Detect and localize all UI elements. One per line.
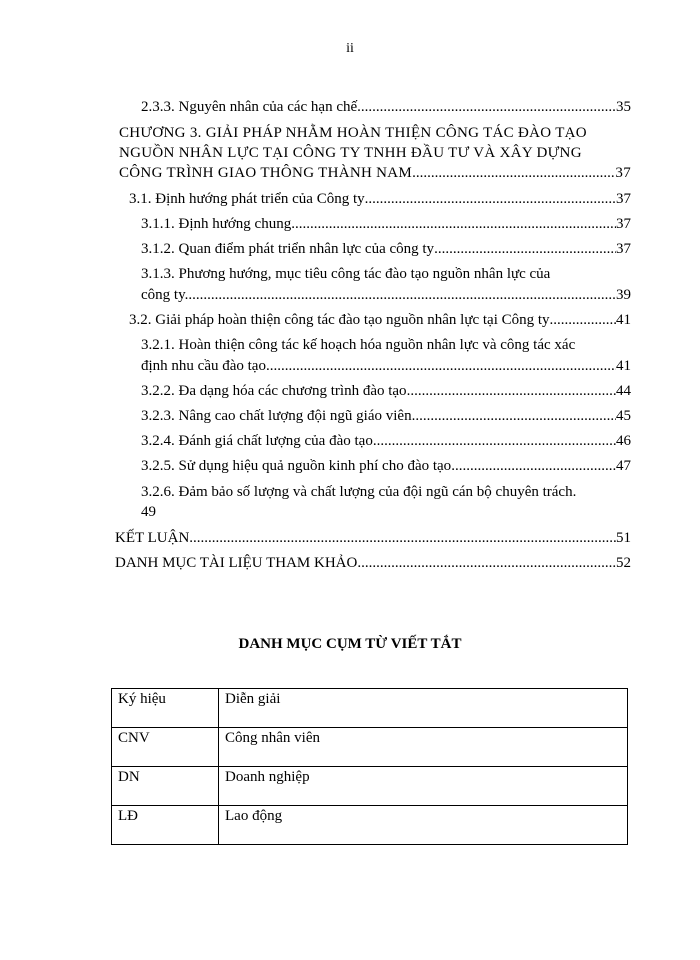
meaning-cell: Lao động: [219, 806, 628, 845]
table-header-row: [112, 689, 628, 728]
toc-entry-3-2-4[interactable]: 3.2.4. Đánh giá chất lượng của đào tạo ..... 46: [141, 431, 631, 451]
toc-chapter-3-line-3[interactable]: CÔNG TRÌNH GIAO THÔNG THÀNH NAM ..... 37: [119, 163, 631, 183]
page-number: ii: [346, 41, 354, 56]
toc-entry-3-2-6-page[interactable]: 49: [141, 504, 156, 520]
toc-entry-3-2-6-line-1[interactable]: 3.2.6. Đảm bảo số lượng và chất lượng của đội ngũ cán bộ chuyên trách.: [141, 484, 577, 500]
toc-chapter-3-line-1[interactable]: CHƯƠNG 3. GIẢI PHÁP NHẰM HOÀN THIỆN CÔNG TÁC ĐÀO TẠO: [119, 125, 587, 141]
table-row: [112, 806, 628, 845]
abbreviations-title: DANH MỤC CỤM TỪ VIẾT TẮT: [238, 636, 462, 652]
toc-entry-3-1-1[interactable]: 3.1.1. Định hướng chung ..... 37: [141, 214, 631, 234]
table-row: [112, 767, 628, 806]
toc-entry-3-1[interactable]: 3.1. Định hướng phát triển của Công ty ..... 37: [129, 189, 631, 209]
toc-entry-3-1-3-line-2[interactable]: công ty. ..... 39: [141, 285, 631, 305]
toc-chapter-3-line-2[interactable]: NGUỒN NHÂN LỰC TẠI CÔNG TY TNHH ĐẦU TƯ VÀ XÂY DỰNG: [119, 145, 582, 161]
toc-entry-3-2-2[interactable]: 3.2.2. Đa dạng hóa các chương trình đào tạo ..... 44: [141, 381, 631, 401]
toc-entry-3-2-1-line-1[interactable]: 3.2.1. Hoàn thiện công tác kế hoạch hóa nguồn nhân lực và công tác xác: [141, 337, 576, 353]
header-symbol: Ký hiệu: [112, 689, 219, 728]
meaning-cell: Doanh nghiệp: [219, 767, 628, 806]
table-row: [112, 728, 628, 767]
toc-entry-3-2-3[interactable]: 3.2.3. Nâng cao chất lượng đội ngũ giáo viên. ..... 45: [141, 406, 631, 426]
abbr-cell: CNV: [112, 728, 219, 767]
toc-entry-3-2[interactable]: 3.2. Giải pháp hoàn thiện công tác đào tạo nguồn nhân lực tại Công ty ..... 41: [129, 310, 631, 330]
toc-entry-3-1-2[interactable]: 3.1.2. Quan điểm phát triển nhân lực của công ty ..... 37: [141, 239, 631, 259]
toc-entry-2-3-3[interactable]: 2.3.3. Nguyên nhân của các hạn chế ..... 35: [141, 97, 631, 117]
toc-entry-conclusion[interactable]: KẾT LUẬN ..... 51: [115, 528, 631, 548]
toc-entry-references[interactable]: DANH MỤC TÀI LIỆU THAM KHẢO ..... 52: [115, 553, 631, 573]
toc-entry-3-2-5[interactable]: 3.2.5. Sử dụng hiệu quả nguồn kinh phí cho đào tạo ..... 47: [141, 456, 631, 476]
abbreviations-table: [111, 688, 628, 845]
meaning-cell: Công nhân viên: [219, 728, 628, 767]
toc-entry-3-2-1-line-2[interactable]: định nhu cầu đào tạo. ..... 41: [141, 356, 631, 376]
toc-entry-3-1-3-line-1[interactable]: 3.1.3. Phương hướng, mục tiêu công tác đào tạo nguồn nhân lực của: [141, 266, 551, 282]
header-meaning: Diễn giải: [219, 689, 628, 728]
abbr-cell: DN: [112, 767, 219, 806]
abbr-cell: LĐ: [112, 806, 219, 845]
